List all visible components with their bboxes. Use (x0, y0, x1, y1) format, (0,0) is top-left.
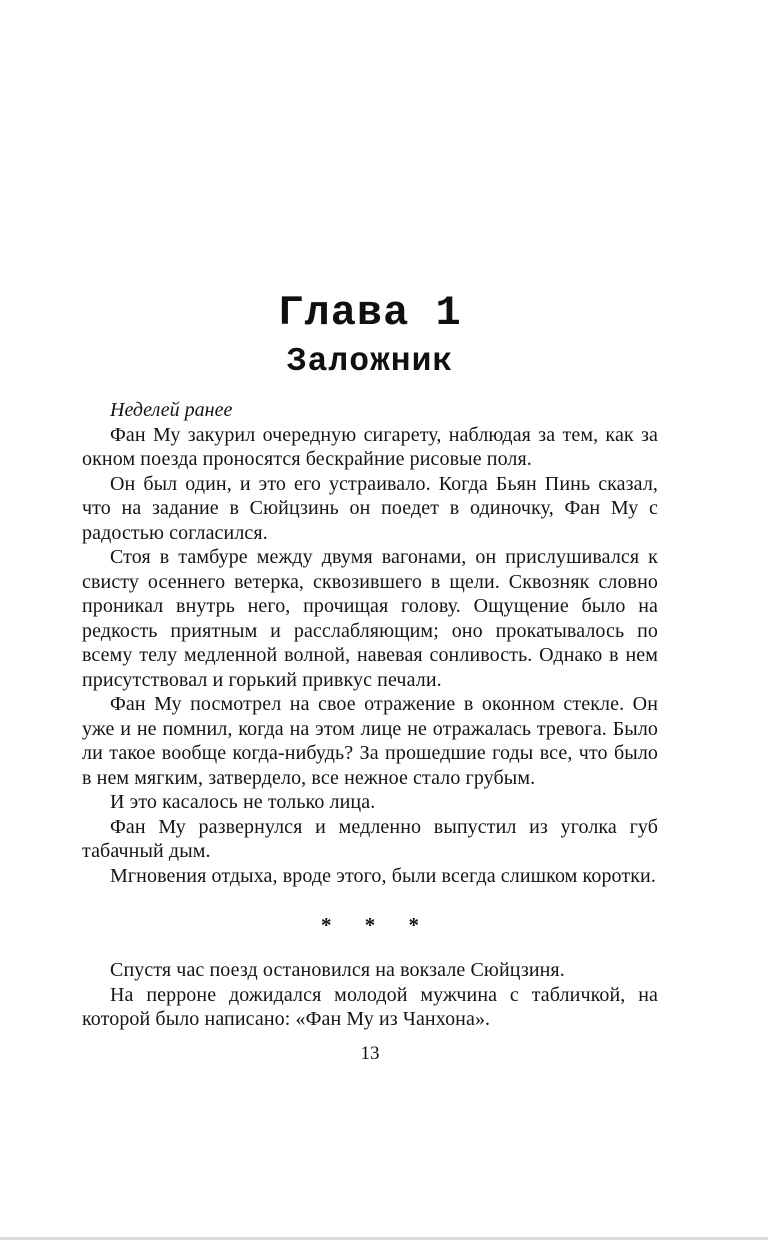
paragraph: Спустя час поезд остановился на вокзале Сюйцзиня. (110, 959, 565, 981)
section-separator: * * * (321, 913, 433, 937)
lead-in-line: Неделей ранее (110, 399, 233, 421)
paragraph: Мгновения отдыха, вроде этого, были всегда слишком коротки. (110, 864, 656, 887)
paragraph: Стоя в тамбуре между двумя вагонами, он прислушивался к свисту осеннего ветерка, сквозившего в щели. Сквозняк словно проникал внутрь него, прочищая голову. Ощущение было на редкость приятным и расслабляющим; оно прокатывалось по всему телу медленной волной, навевая сонливость. Однако в нем присутствовал и горький привкус печали. (82, 546, 658, 691)
paragraph: И это касалось не только лица. (110, 791, 376, 813)
paragraph: На перроне дожидался молодой мужчина с табличкой, на которой было написано: «Фан Му из Чанхона». (82, 983, 658, 1030)
paragraph: Фан Му развернулся и медленно выпустил из уголка губ табачный дым. (82, 815, 658, 862)
text-column (82, 0, 658, 1065)
chapter-subtitle: Заложник (286, 343, 454, 380)
paragraph: Фан Му закурил очередную сигарету, наблюдая за тем, как за окном поезда проносятся бескрайние рисовые поля. (82, 423, 658, 470)
paragraph: Он был один, и это его устраивало. Когда Бьян Пинь сказал, что на задание в Сюйцзинь он поедет в одиночку, Фан Му с радостью согласился. (82, 472, 658, 544)
page-number: 13 (360, 1042, 380, 1064)
paragraph: Фан Му посмотрел на свое отражение в оконном стекле. Он уже и не помнил, когда на этом лице не отражалась тревога. Было ли такое вообще когда-нибудь? За прошедшие годы все, что было в нем мягким, затвердело, все нежное стало грубым. (82, 693, 658, 789)
chapter-title: Глава 1 (278, 289, 462, 337)
